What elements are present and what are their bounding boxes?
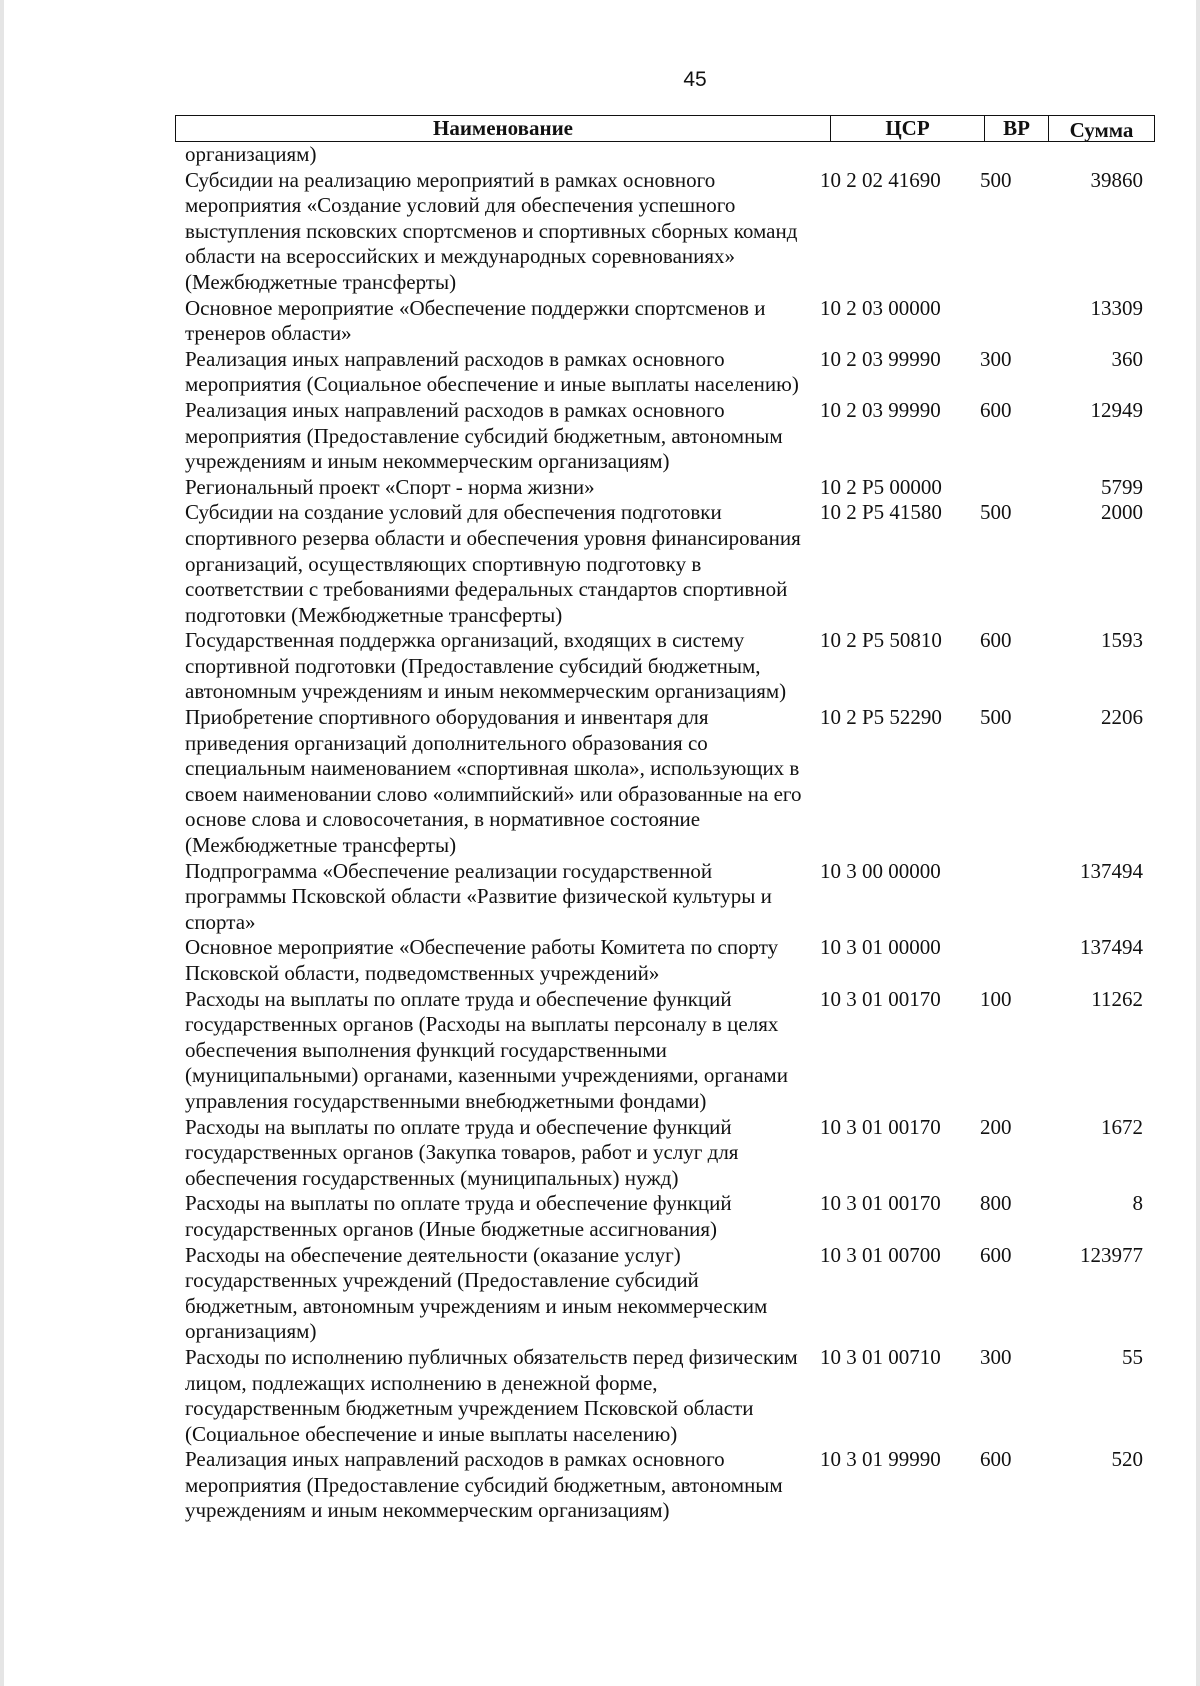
- table-row: [185, 142, 1155, 168]
- row-sum: 2000: [1101, 500, 1143, 525]
- table-row: [185, 1243, 1155, 1345]
- row-name: Расходы на выплаты по оплате труда и обеспечение функций государственных органов (Иные бюджетные ассигнования): [185, 1191, 732, 1241]
- row-vr: [976, 859, 1040, 936]
- table-row: [185, 500, 1155, 628]
- row-sum: 137494: [1080, 858, 1143, 883]
- row-sum: 12949: [1090, 397, 1143, 422]
- table-row: [185, 168, 1155, 296]
- table-row: [185, 1115, 1155, 1192]
- row-csr: 10 2 03 99990: [820, 346, 941, 371]
- row-vr: 500: [980, 500, 1012, 525]
- header-csr: ЦСР: [831, 116, 985, 141]
- row-vr: [976, 475, 1040, 501]
- row-name: Основное мероприятие «Обеспечение работы Комитета по спорту Псковской области, подведомственных учреждений»: [185, 935, 779, 985]
- row-name: организациям): [185, 142, 317, 166]
- header-name: Наименование: [176, 116, 831, 141]
- header-sum: Сумма: [1069, 118, 1134, 142]
- page-number: 45: [683, 68, 707, 91]
- table-row: [185, 628, 1155, 705]
- row-name: Государственная поддержка организаций, входящих в систему спортивной подготовки (Предоставление субсидий бюджетным, автономным учреждениям и иным некоммерческим организациям): [185, 628, 787, 704]
- row-vr: [976, 296, 1040, 347]
- row-sum: 39860: [1090, 167, 1143, 192]
- table-row: [185, 296, 1155, 347]
- row-sum: 8: [1132, 1191, 1143, 1216]
- row-vr: 100: [980, 986, 1012, 1011]
- table-row: [185, 987, 1155, 1115]
- table-row: [185, 398, 1155, 475]
- row-name: Расходы на выплаты по оплате труда и обеспечение функций государственных органов (Закупка товаров, работ и услуг для обеспечения государственных (муниципальных) нужд): [185, 1114, 739, 1190]
- row-csr: 10 2 03 99990: [820, 397, 941, 422]
- row-vr: 600: [980, 1447, 1012, 1472]
- table-row: [185, 347, 1155, 398]
- header-vr: ВР: [985, 116, 1049, 141]
- row-sum: 1593: [1101, 628, 1143, 653]
- row-name: Расходы на выплаты по оплате труда и обеспечение функций государственных органов (Расходы на выплаты персоналу в целях обеспечения выполнения функций государственными (муниципальными) органами, казенными учреждениями, органами управления государственными внебюджетными фондами): [185, 986, 788, 1113]
- row-name: Подпрограмма «Обеспечение реализации государственной программы Псковской области «Развитие физической культуры и спорта»: [185, 858, 772, 934]
- row-vr: 500: [980, 705, 1012, 730]
- row-name: Региональный проект «Спорт - норма жизни»: [185, 474, 595, 499]
- table-row: [185, 1345, 1155, 1447]
- row-vr: [976, 142, 1040, 168]
- table-header: [175, 115, 1155, 142]
- table-row: [185, 1447, 1155, 1524]
- row-sum: 137494: [1080, 935, 1143, 960]
- row-sum: 520: [1111, 1447, 1143, 1472]
- row-csr: 10 2 P5 50810: [820, 628, 942, 653]
- row-csr: 10 3 01 00170: [820, 1191, 941, 1216]
- row-name: Расходы по исполнению публичных обязательств перед физическим лицом, подлежащих исполнению в денежной форме, государственным бюджетным учреждением Псковской области (Социальное обеспечение и иные выплаты населению): [185, 1344, 798, 1446]
- row-sum: 11262: [1091, 986, 1143, 1011]
- row-csr: 10 3 01 00700: [820, 1242, 941, 1267]
- row-name: Субсидии на создание условий для обеспечения подготовки спортивного резерва области и обеспечения уровня финансирования организаций, осуществляющих спортивную подготовку в соответствии с требованиями федеральных стандартов спортивной подготовки (Межбюджетные трансферты): [185, 500, 801, 627]
- row-csr: 10 2 02 41690: [820, 167, 941, 192]
- row-name: Расходы на обеспечение деятельности (оказание услуг) государственных учреждений (Предоставление субсидий бюджетным, автономным учреждениям и иным некоммерческим организациям): [185, 1242, 768, 1344]
- row-vr: 200: [980, 1114, 1012, 1139]
- table-row: [185, 705, 1155, 859]
- row-sum: 55: [1122, 1344, 1143, 1369]
- row-sum: 2206: [1101, 705, 1143, 730]
- row-csr: 10 2 P5 52290: [820, 705, 942, 730]
- row-csr: 10 2 03 00000: [820, 295, 941, 320]
- row-vr: [976, 935, 1040, 986]
- table-row: [185, 859, 1155, 936]
- scan-edge-left: [0, 0, 4, 1686]
- row-csr: 10 3 01 00170: [820, 1114, 941, 1139]
- row-csr: 10 2 P5 41580: [820, 500, 942, 525]
- row-sum: 123977: [1080, 1242, 1143, 1267]
- row-name: Реализация иных направлений расходов в рамках основного мероприятия (Предоставление субсидий бюджетным, автономным учреждениям и иным некоммерческим организациям): [185, 397, 783, 474]
- row-name: Реализация иных направлений расходов в рамках основного мероприятия (Предоставление субсидий бюджетным, автономным учреждениям и иным некоммерческим организациям): [185, 1447, 783, 1523]
- scan-edge-right: [1196, 0, 1200, 1686]
- table-row: [185, 1191, 1155, 1242]
- row-csr: [820, 142, 976, 168]
- row-csr: 10 3 01 00710: [820, 1344, 941, 1369]
- row-vr: 500: [980, 167, 1012, 192]
- row-csr: 10 3 01 00000: [820, 935, 941, 960]
- table-row: [185, 475, 1155, 501]
- row-name: Основное мероприятие «Обеспечение поддержки спортсменов и тренеров области»: [185, 295, 766, 346]
- row-vr: 800: [980, 1191, 1012, 1216]
- row-vr: 600: [980, 397, 1012, 422]
- row-name: Субсидии на реализацию мероприятий в рамках основного мероприятия «Создание условий для обеспечения успешного выступления псковских спортсменов и спортивных сборных команд области на всероссийских и международных соревнованиях» (Межбюджетные трансферты): [185, 167, 798, 294]
- row-csr: 10 3 01 00170: [820, 986, 941, 1011]
- table-body: [185, 142, 1155, 1524]
- row-sum: [1040, 142, 1155, 168]
- row-name: Реализация иных направлений расходов в рамках основного мероприятия (Социальное обеспечение и иные выплаты населению): [185, 346, 799, 397]
- row-csr: 10 3 01 99990: [820, 1447, 941, 1472]
- row-name: Приобретение спортивного оборудования и инвентаря для приведения организаций дополнительного образования со специальным наименованием «спортивная школа», использующих в своем наименовании слово «олимпийский» или образованные на его основе слова и словосочетания, в нормативное состояние (Межбюджетные трансферты): [185, 705, 802, 858]
- row-csr: 10 3 00 00000: [820, 858, 941, 883]
- row-sum: 5799: [1101, 474, 1143, 499]
- table-row: [185, 935, 1155, 986]
- row-sum: 13309: [1090, 295, 1143, 320]
- row-vr: 300: [980, 346, 1012, 371]
- row-sum: 360: [1111, 346, 1143, 371]
- row-vr: 600: [980, 1242, 1012, 1267]
- row-vr: 600: [980, 628, 1012, 653]
- row-sum: 1672: [1101, 1114, 1143, 1139]
- row-csr: 10 2 P5 00000: [820, 474, 942, 499]
- row-vr: 300: [980, 1344, 1012, 1369]
